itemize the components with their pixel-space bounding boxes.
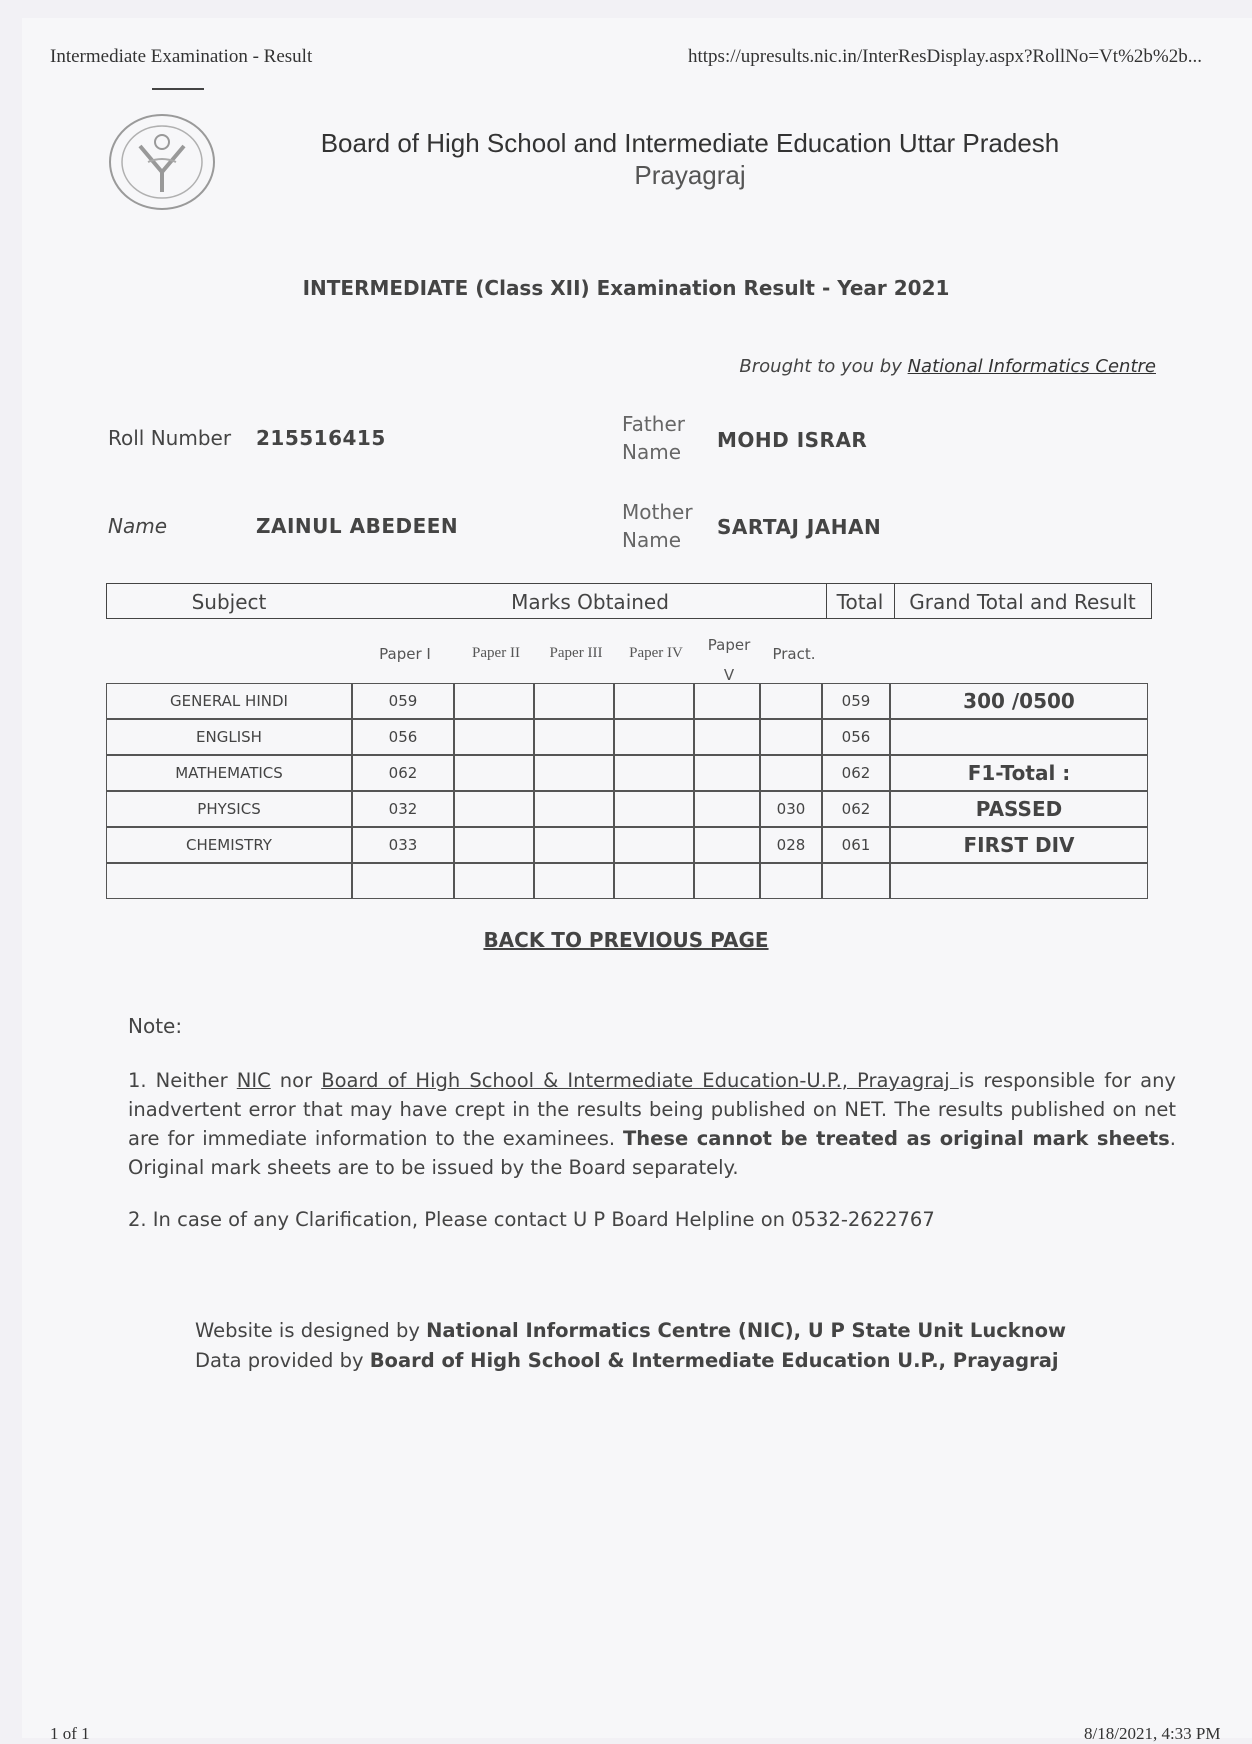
nic-link[interactable]: National Informatics Centre: [907, 356, 1156, 377]
cell-paper-2: [454, 791, 534, 827]
th-paper-4: Paper IV: [629, 645, 683, 661]
print-header-title: Intermediate Examination - Result: [50, 46, 313, 67]
footer-line-1: [195, 1316, 1066, 1346]
site-footer: [195, 1316, 1066, 1376]
name-label: Name: [108, 514, 168, 538]
cell-total: [822, 863, 890, 899]
note-1-text-c: is responsible for any inadvertent error that may have crept in the results being published on NET. The results published on net are for immediate information to the examinees.: [128, 1069, 1176, 1150]
footer-line-2-bold: Board of High School & Intermediate Education U.P., Prayagraj: [369, 1349, 1059, 1372]
cell-total: 062: [822, 755, 890, 791]
father-name-value: MOHD ISRAR: [717, 428, 868, 452]
up-government-seal-icon: [106, 112, 218, 212]
table-header-right-border: [1151, 583, 1152, 619]
cell-subject: MATHEMATICS: [106, 755, 352, 791]
print-header-url: https://upresults.nic.in/InterResDisplay.aspx?RollNo=Vt%2b%2b...: [688, 46, 1202, 67]
th-subject: Subject: [191, 590, 267, 614]
cell-paper-3: [534, 863, 614, 899]
cell-paper-5: [694, 719, 760, 755]
board-underlined: Board of High School & Intermediate Education-U.P., Prayagraj: [321, 1069, 959, 1092]
cell-paper-4: [614, 755, 694, 791]
print-timestamp: 8/18/2021, 4:33 PM: [1084, 1724, 1221, 1743]
note-1-bold: These cannot be treated as original mark sheets: [622, 1127, 1170, 1150]
brought-by: [739, 356, 1156, 377]
back-link-container: [0, 928, 1252, 952]
cell-paper-1: [352, 863, 454, 899]
footer-line-2-prefix: Data provided by: [195, 1349, 370, 1372]
note-heading: Note:: [128, 1014, 183, 1038]
cell-paper-4: [614, 719, 694, 755]
table-row: [106, 683, 1148, 719]
cell-paper-5: [694, 863, 760, 899]
cell-paper-2: [454, 827, 534, 863]
table-row: [106, 827, 1148, 863]
th-paper-5-line1: Paper: [707, 636, 751, 654]
table-row: [106, 755, 1148, 791]
cell-paper-5: [694, 755, 760, 791]
grand-total-value: 300 /0500: [890, 683, 1148, 719]
th-marks-obtained: Marks Obtained: [511, 590, 669, 614]
cell-total: 061: [822, 827, 890, 863]
cell-paper-1: 059: [352, 683, 454, 719]
cell-subject: CHEMISTRY: [106, 827, 352, 863]
table-header-bottom-border: [106, 618, 1152, 619]
cell-total: 062: [822, 791, 890, 827]
back-to-previous-page-link[interactable]: BACK TO PREVIOUS PAGE: [483, 928, 769, 952]
cell-paper-2: [454, 719, 534, 755]
th-paper-1: Paper I: [379, 645, 431, 663]
nic-underlined: NIC: [236, 1069, 271, 1092]
cell-subject: ENGLISH: [106, 719, 352, 755]
table-row: [106, 791, 1148, 827]
table-header-top-border: [106, 583, 1152, 584]
cell-practical: 028: [760, 827, 822, 863]
th-paper-2: Paper II: [472, 645, 520, 661]
cell-paper-4: [614, 827, 694, 863]
result-table: [106, 683, 1148, 899]
cell-paper-1: 033: [352, 827, 454, 863]
cell-practical: [760, 719, 822, 755]
exam-title: INTERMEDIATE (Class XII) Examination Result - Year 2021: [302, 276, 950, 300]
f1-total-label: F1-Total :: [890, 755, 1148, 791]
cell-practical: [760, 683, 822, 719]
table-row: [106, 863, 1148, 899]
mother-name-label: [622, 498, 693, 554]
result-cell: [890, 719, 1148, 755]
cell-paper-1: 032: [352, 791, 454, 827]
cell-paper-4: [614, 683, 694, 719]
brought-by-prefix: Brought to you by: [739, 356, 908, 377]
cell-paper-2: [454, 755, 534, 791]
cell-paper-5: [694, 683, 760, 719]
cell-paper-5: [694, 791, 760, 827]
cell-paper-3: [534, 683, 614, 719]
th-grand-total: Grand Total and Result: [909, 590, 1136, 614]
note-1-text-d: . Original mark sheets are to be issued by the Board separately.: [128, 1127, 1176, 1179]
table-row: [106, 719, 1148, 755]
note-1: [128, 1066, 1176, 1182]
print-page-number: 1 of 1: [50, 1724, 90, 1743]
board-title: Board of High School and Intermediate Education Uttar Pradesh: [320, 128, 1060, 158]
board-city: Prayagraj: [634, 160, 746, 190]
cell-paper-1: 062: [352, 755, 454, 791]
cell-paper-4: [614, 863, 694, 899]
cell-total: 059: [822, 683, 890, 719]
father-label-line1: Father: [622, 412, 685, 436]
footer-line-2: [195, 1346, 1066, 1376]
roll-number-value: 215516415: [256, 426, 386, 450]
divider: [152, 88, 204, 90]
cell-practical: 030: [760, 791, 822, 827]
th-paper-5: [696, 630, 762, 690]
cell-subject: PHYSICS: [106, 791, 352, 827]
result-division: FIRST DIV: [890, 827, 1148, 863]
cell-paper-5: [694, 827, 760, 863]
cell-paper-2: [454, 683, 534, 719]
th-paper-5-line2: V: [723, 666, 735, 684]
mother-label-line2: Name: [622, 528, 682, 552]
father-label-line2: Name: [622, 440, 682, 464]
cell-total: 056: [822, 719, 890, 755]
note-1-text-b: nor: [270, 1069, 322, 1092]
cell-paper-3: [534, 827, 614, 863]
note-1-text-a: 1. Neither: [128, 1069, 237, 1092]
cell-paper-3: [534, 719, 614, 755]
th-total: Total: [836, 590, 884, 614]
th-practical: Pract.: [772, 645, 816, 663]
th-paper-3: Paper III: [549, 645, 603, 661]
father-name-label: [622, 410, 685, 466]
cell-paper-3: [534, 755, 614, 791]
cell-paper-2: [454, 863, 534, 899]
cell-subject: GENERAL HINDI: [106, 683, 352, 719]
result-status: PASSED: [890, 791, 1148, 827]
cell-paper-4: [614, 791, 694, 827]
mother-label-line1: Mother: [622, 500, 693, 524]
cell-paper-3: [534, 791, 614, 827]
note-2: 2. In case of any Clarification, Please contact U P Board Helpline on 0532-2622767: [128, 1208, 935, 1231]
cell-practical: [760, 863, 822, 899]
name-value: ZAINUL ABEDEEN: [256, 514, 459, 538]
roll-number-label: Roll Number: [108, 426, 232, 450]
footer-line-1-prefix: Website is designed by: [195, 1319, 427, 1342]
cell-subject: [106, 863, 352, 899]
result-cell: [890, 863, 1148, 899]
cell-paper-1: 056: [352, 719, 454, 755]
footer-line-1-bold: National Informatics Centre (NIC), U P State Unit Lucknow: [426, 1319, 1067, 1342]
cell-practical: [760, 755, 822, 791]
mother-name-value: SARTAJ JAHAN: [717, 515, 882, 539]
